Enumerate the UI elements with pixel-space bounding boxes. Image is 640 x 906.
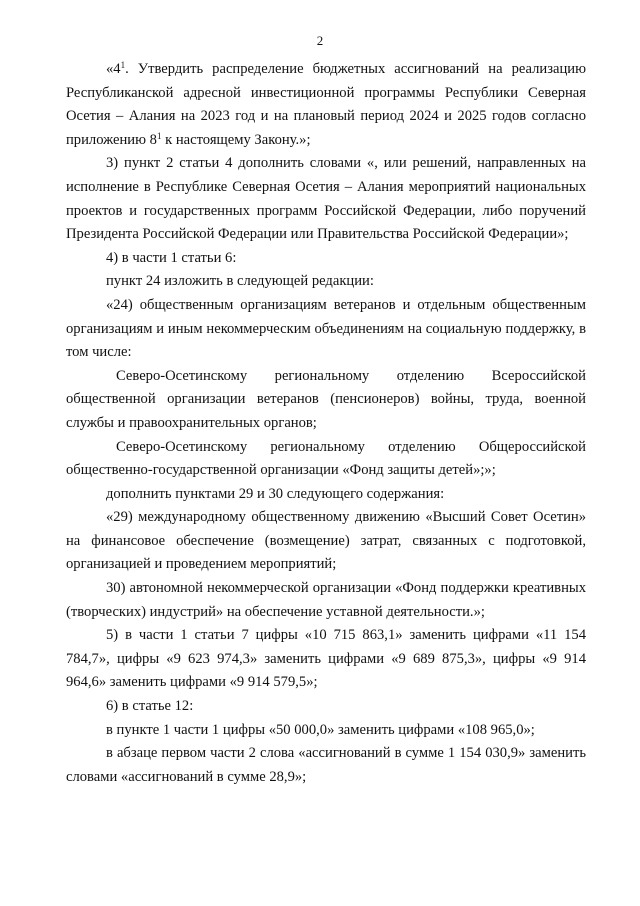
paragraph: «24) общественным организациям ветеранов и отдельным общественным организациям и иным некоммерческим объединениям на социальную поддержку, в том числе:: [66, 296, 586, 361]
paragraph: 4) в части 1 статьи 6:: [106, 249, 237, 266]
paragraph: в пункте 1 части 1 цифры «50 000,0» заменить цифрами «108 965,0»;: [106, 721, 535, 738]
paragraph: дополнить пунктами 29 и 30 следующего содержания:: [106, 485, 445, 502]
superscript: 1: [120, 60, 126, 70]
paragraph: 3) пункт 2 статьи 4 дополнить словами «, или решений, направленных на исполнение в Республике Северная Осетия – Алания мероприятий национальных проектов и государственных программ Российской Федерации, либо поручений Президента Российской Федерации или Правительства Российской Федерации»;: [66, 155, 586, 243]
paragraph: 5) в части 1 статьи 7 цифры «10 715 863,1» заменить цифрами «11 154 784,7», цифры «9 623 974,3» заменить цифрами «9 689 875,3», цифры «9 914 964,6» заменить цифрами «9 914 579,5»;: [66, 627, 586, 691]
paragraph: 30) автономной некоммерческой организации «Фонд поддержки креативных (творческих) индустрий» на обеспечение уставной деятельности.»;: [66, 580, 586, 620]
paragraph: «29) международному общественному движению «Высший Совет Осетин» на финансовое обеспечение (возмещение) затрат, связанных с подготовкой, организацией и проведением мероприятий;: [66, 509, 586, 573]
superscript: 1: [156, 130, 162, 141]
paragraph: Северо-Осетинскому региональному отделению Всероссийской общественной организации ветеранов (пенсионеров) войны, труда, военной службы и правоохранительных органов;: [66, 367, 586, 431]
page-number: 2: [316, 33, 324, 48]
paragraph-text: . Утвердить распределение бюджетных ассигнований на реализацию Республиканской адресной инвестиционной программы Республики Северная Осетия – Алания на 2023 год и на плановый период 2024 и 2025 годов согласно приложению 8: [66, 61, 586, 148]
document-body: [66, 58, 586, 789]
paragraph: пункт 24 изложить в следующей редакции:: [106, 273, 374, 290]
paragraph-text: к настоящему Закону.»;: [161, 131, 311, 148]
paragraph-article-4-1: [66, 58, 586, 152]
paragraph-text: «4: [106, 61, 121, 77]
paragraph: Северо-Осетинскому региональному отделению Общероссийской общественно-государственной организации «Фонд защиты детей»;»;: [66, 438, 586, 479]
paragraph: 6) в статье 12:: [106, 698, 194, 715]
paragraph: в абзаце первом части 2 слова «ассигнований в сумме 1 154 030,9» заменить словами «ассигнований в сумме 28,9»;: [66, 745, 586, 785]
